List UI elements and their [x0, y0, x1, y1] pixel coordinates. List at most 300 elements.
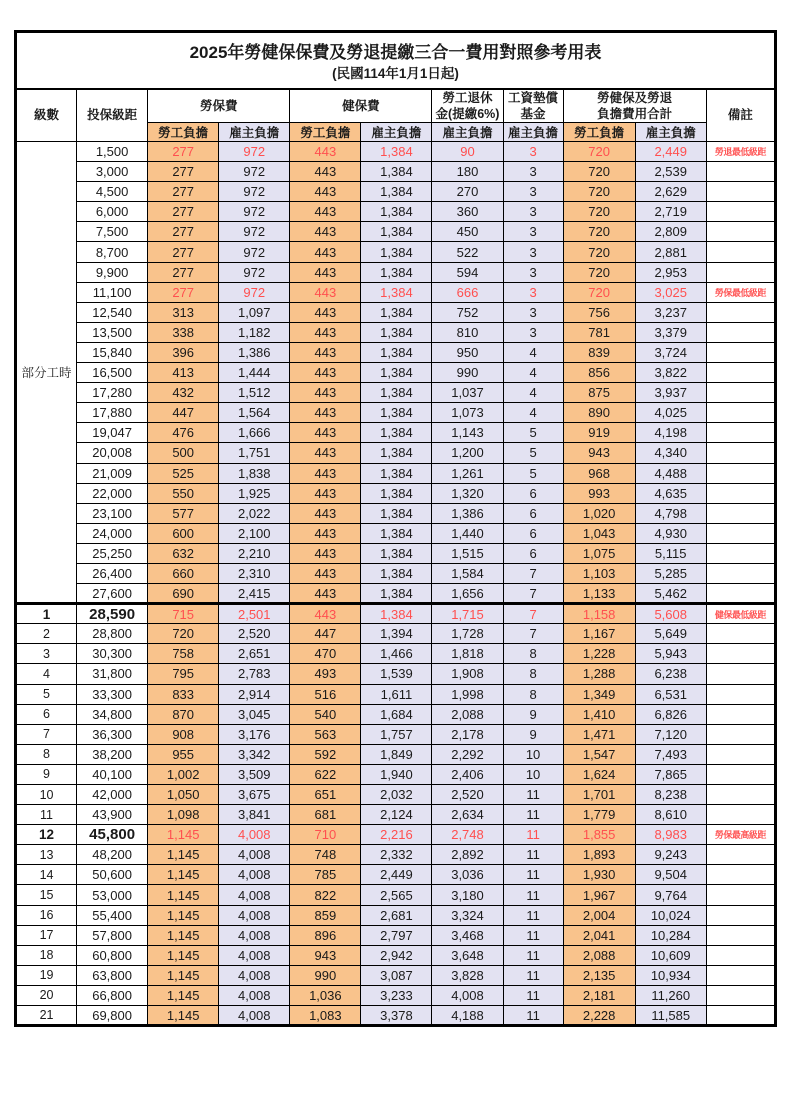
- value-cell: 2,449: [635, 142, 706, 162]
- value-cell: 4,008: [219, 965, 290, 985]
- value-cell: 1,145: [148, 885, 219, 905]
- value-cell: 1,838: [219, 463, 290, 483]
- value-cell: 6: [503, 503, 563, 523]
- value-cell: 2,953: [635, 262, 706, 282]
- value-cell: 413: [148, 363, 219, 383]
- value-cell: 4: [503, 383, 563, 403]
- value-cell: 756: [563, 302, 635, 322]
- value-cell: 715: [148, 604, 219, 624]
- value-cell: 1,384: [361, 403, 432, 423]
- value-cell: 493: [290, 664, 361, 684]
- col-header-total-line1: 勞健保及勞退: [597, 90, 673, 105]
- bracket-cell: 11,100: [77, 282, 148, 302]
- value-cell: 2,942: [361, 945, 432, 965]
- value-cell: 1,444: [219, 363, 290, 383]
- value-cell: 972: [219, 162, 290, 182]
- value-cell: 2,809: [635, 222, 706, 242]
- note-cell: [706, 845, 775, 865]
- col-header-health-insurance: 健保費: [290, 89, 432, 123]
- table-row: [16, 925, 776, 945]
- value-cell: 3,025: [635, 282, 706, 302]
- note-cell: [706, 925, 775, 945]
- value-cell: 277: [148, 182, 219, 202]
- level-cell: 12: [16, 825, 77, 845]
- level-cell: 1: [16, 604, 77, 624]
- value-cell: 681: [290, 805, 361, 825]
- table-row: [16, 443, 776, 463]
- value-cell: 968: [563, 463, 635, 483]
- table-row: [16, 945, 776, 965]
- value-cell: 2,124: [361, 805, 432, 825]
- value-cell: 8: [503, 684, 563, 704]
- value-cell: 943: [563, 443, 635, 463]
- value-cell: 2,629: [635, 182, 706, 202]
- note-cell: [706, 423, 775, 443]
- value-cell: 577: [148, 503, 219, 523]
- bracket-cell: 1,500: [77, 142, 148, 162]
- value-cell: 1,384: [361, 322, 432, 342]
- bracket-cell: 60,800: [77, 945, 148, 965]
- value-cell: 2,748: [432, 825, 503, 845]
- value-cell: 1,564: [219, 403, 290, 423]
- table-row: [16, 342, 776, 362]
- value-cell: 1,384: [361, 523, 432, 543]
- value-cell: 1,751: [219, 443, 290, 463]
- value-cell: 90: [432, 142, 503, 162]
- value-cell: 8: [503, 664, 563, 684]
- value-cell: 450: [432, 222, 503, 242]
- value-cell: 1,037: [432, 383, 503, 403]
- value-cell: 1,145: [148, 1006, 219, 1026]
- value-cell: 1,145: [148, 965, 219, 985]
- value-cell: 4,488: [635, 463, 706, 483]
- value-cell: 2,292: [432, 744, 503, 764]
- bracket-cell: 19,047: [77, 423, 148, 443]
- value-cell: 2,228: [563, 1006, 635, 1026]
- value-cell: 950: [432, 342, 503, 362]
- premium-table: [14, 30, 777, 1027]
- table-row: [16, 302, 776, 322]
- value-cell: 2,181: [563, 985, 635, 1005]
- value-cell: 443: [290, 222, 361, 242]
- value-cell: 810: [432, 322, 503, 342]
- value-cell: 277: [148, 162, 219, 182]
- value-cell: 720: [563, 262, 635, 282]
- value-cell: 10,024: [635, 905, 706, 925]
- value-cell: 2,565: [361, 885, 432, 905]
- value-cell: 660: [148, 563, 219, 583]
- value-cell: 11: [503, 785, 563, 805]
- level-cell: 8: [16, 744, 77, 764]
- value-cell: 822: [290, 885, 361, 905]
- col-header-pension: [432, 89, 503, 123]
- value-cell: 2,881: [635, 242, 706, 262]
- note-cell: [706, 965, 775, 985]
- value-cell: 443: [290, 302, 361, 322]
- note-cell: [706, 865, 775, 885]
- table-row: [16, 1006, 776, 1026]
- value-cell: 1,103: [563, 563, 635, 583]
- level-cell: 4: [16, 664, 77, 684]
- bracket-cell: 34,800: [77, 704, 148, 724]
- value-cell: 1,384: [361, 342, 432, 362]
- value-cell: 4: [503, 363, 563, 383]
- subheader-health-employer: 雇主負擔: [361, 123, 432, 142]
- value-cell: 3,379: [635, 322, 706, 342]
- value-cell: 1,384: [361, 162, 432, 182]
- table-row: [16, 624, 776, 644]
- value-cell: 443: [290, 262, 361, 282]
- value-cell: 4: [503, 403, 563, 423]
- table-header: [16, 32, 776, 142]
- value-cell: 859: [290, 905, 361, 925]
- value-cell: 1,940: [361, 764, 432, 784]
- bracket-cell: 4,500: [77, 182, 148, 202]
- subheader-labor-employee: 勞工負擔: [148, 123, 219, 142]
- value-cell: 6: [503, 523, 563, 543]
- col-header-total-line2: 負擔費用合計: [597, 106, 673, 121]
- value-cell: 4,008: [219, 905, 290, 925]
- value-cell: 443: [290, 322, 361, 342]
- subheader-labor-employer: 雇主負擔: [219, 123, 290, 142]
- col-header-bracket: 投保級距: [77, 89, 148, 142]
- note-cell: [706, 523, 775, 543]
- table-row: [16, 423, 776, 443]
- value-cell: 748: [290, 845, 361, 865]
- value-cell: 972: [219, 142, 290, 162]
- value-cell: 720: [563, 222, 635, 242]
- value-cell: 972: [219, 282, 290, 302]
- table-row: [16, 684, 776, 704]
- value-cell: 1,384: [361, 202, 432, 222]
- value-cell: 856: [563, 363, 635, 383]
- value-cell: 443: [290, 543, 361, 563]
- value-cell: 632: [148, 543, 219, 563]
- value-cell: 5: [503, 463, 563, 483]
- value-cell: 720: [148, 624, 219, 644]
- table-row: [16, 282, 776, 302]
- level-cell: 3: [16, 644, 77, 664]
- value-cell: 1,143: [432, 423, 503, 443]
- value-cell: 752: [432, 302, 503, 322]
- table-row: [16, 463, 776, 483]
- value-cell: 3: [503, 142, 563, 162]
- value-cell: 516: [290, 684, 361, 704]
- value-cell: 11: [503, 945, 563, 965]
- value-cell: 360: [432, 202, 503, 222]
- value-cell: 1,288: [563, 664, 635, 684]
- value-cell: 1,656: [432, 584, 503, 604]
- value-cell: 6,826: [635, 704, 706, 724]
- value-cell: 1,855: [563, 825, 635, 845]
- value-cell: 550: [148, 483, 219, 503]
- value-cell: 540: [290, 704, 361, 724]
- value-cell: 6: [503, 483, 563, 503]
- value-cell: 4,008: [219, 885, 290, 905]
- value-cell: 1,384: [361, 543, 432, 563]
- value-cell: 270: [432, 182, 503, 202]
- table-row: [16, 242, 776, 262]
- value-cell: 11: [503, 845, 563, 865]
- value-cell: 1,584: [432, 563, 503, 583]
- bracket-cell: 8,700: [77, 242, 148, 262]
- bracket-cell: 55,400: [77, 905, 148, 925]
- value-cell: 1,684: [361, 704, 432, 724]
- value-cell: 1,133: [563, 584, 635, 604]
- value-cell: 5,115: [635, 543, 706, 563]
- value-cell: 500: [148, 443, 219, 463]
- value-cell: 2,178: [432, 724, 503, 744]
- value-cell: 11,260: [635, 985, 706, 1005]
- value-cell: 4,635: [635, 483, 706, 503]
- value-cell: 4,008: [219, 825, 290, 845]
- table-row: [16, 142, 776, 162]
- subheader-pension-employer: 雇主負擔: [432, 123, 503, 142]
- value-cell: 9: [503, 724, 563, 744]
- value-cell: 955: [148, 744, 219, 764]
- col-header-level: 級數: [16, 89, 77, 142]
- table-row: [16, 322, 776, 342]
- value-cell: 972: [219, 222, 290, 242]
- value-cell: 1,512: [219, 383, 290, 403]
- value-cell: 476: [148, 423, 219, 443]
- value-cell: 2,135: [563, 965, 635, 985]
- value-cell: 3,087: [361, 965, 432, 985]
- note-cell: [706, 262, 775, 282]
- value-cell: 11: [503, 965, 563, 985]
- table-row: [16, 503, 776, 523]
- value-cell: 1,515: [432, 543, 503, 563]
- value-cell: 7,865: [635, 764, 706, 784]
- value-cell: 4,008: [432, 985, 503, 1005]
- note-cell: 勞保最低級距: [706, 282, 775, 302]
- value-cell: 896: [290, 925, 361, 945]
- value-cell: 1,384: [361, 604, 432, 624]
- table-row: [16, 805, 776, 825]
- value-cell: 5,285: [635, 563, 706, 583]
- value-cell: 10,284: [635, 925, 706, 945]
- level-cell: 11: [16, 805, 77, 825]
- table-row: [16, 483, 776, 503]
- value-cell: 443: [290, 563, 361, 583]
- value-cell: 2,022: [219, 503, 290, 523]
- value-cell: 1,925: [219, 483, 290, 503]
- value-cell: 3,237: [635, 302, 706, 322]
- value-cell: 651: [290, 785, 361, 805]
- value-cell: 443: [290, 182, 361, 202]
- bracket-cell: 31,800: [77, 664, 148, 684]
- value-cell: 993: [563, 483, 635, 503]
- subheader-wage-fund-employer: 雇主負擔: [503, 123, 563, 142]
- value-cell: 396: [148, 342, 219, 362]
- note-cell: [706, 162, 775, 182]
- value-cell: 277: [148, 222, 219, 242]
- value-cell: 277: [148, 242, 219, 262]
- note-cell: 勞保最高級距: [706, 825, 775, 845]
- value-cell: 1,384: [361, 423, 432, 443]
- table-row: [16, 383, 776, 403]
- value-cell: 839: [563, 342, 635, 362]
- note-cell: [706, 403, 775, 423]
- value-cell: 1,384: [361, 363, 432, 383]
- value-cell: 1,349: [563, 684, 635, 704]
- bracket-cell: 48,200: [77, 845, 148, 865]
- value-cell: 2,415: [219, 584, 290, 604]
- value-cell: 2,719: [635, 202, 706, 222]
- value-cell: 180: [432, 162, 503, 182]
- value-cell: 443: [290, 162, 361, 182]
- table-row: [16, 363, 776, 383]
- value-cell: 2,216: [361, 825, 432, 845]
- value-cell: 2,501: [219, 604, 290, 624]
- value-cell: 1,818: [432, 644, 503, 664]
- value-cell: 4,008: [219, 925, 290, 945]
- value-cell: 4,188: [432, 1006, 503, 1026]
- table-row: [16, 965, 776, 985]
- value-cell: 2,520: [219, 624, 290, 644]
- value-cell: 785: [290, 865, 361, 885]
- col-header-wage-fund-line1: 工資墊償: [508, 90, 559, 105]
- level-cell: 16: [16, 905, 77, 925]
- value-cell: 3,509: [219, 764, 290, 784]
- value-cell: 2,032: [361, 785, 432, 805]
- value-cell: 11: [503, 885, 563, 905]
- value-cell: 1,386: [219, 342, 290, 362]
- value-cell: 1,145: [148, 825, 219, 845]
- value-cell: 600: [148, 523, 219, 543]
- value-cell: 720: [563, 142, 635, 162]
- note-cell: [706, 463, 775, 483]
- bracket-cell: 53,000: [77, 885, 148, 905]
- value-cell: 1,466: [361, 644, 432, 664]
- value-cell: 2,914: [219, 684, 290, 704]
- value-cell: 11: [503, 865, 563, 885]
- value-cell: 3,937: [635, 383, 706, 403]
- value-cell: 908: [148, 724, 219, 744]
- value-cell: 5,608: [635, 604, 706, 624]
- value-cell: 2,004: [563, 905, 635, 925]
- value-cell: 5: [503, 423, 563, 443]
- note-cell: [706, 664, 775, 684]
- value-cell: 720: [563, 282, 635, 302]
- table-row: [16, 744, 776, 764]
- value-cell: 1,145: [148, 925, 219, 945]
- level-cell: 10: [16, 785, 77, 805]
- note-cell: 健保最低級距: [706, 604, 775, 624]
- subheader-total-employee: 勞工負擔: [563, 123, 635, 142]
- value-cell: 2,783: [219, 664, 290, 684]
- table-row: [16, 202, 776, 222]
- bracket-cell: 6,000: [77, 202, 148, 222]
- part-time-group-cell: 部分工時: [16, 142, 77, 604]
- value-cell: 1,384: [361, 584, 432, 604]
- value-cell: 10: [503, 764, 563, 784]
- level-cell: 6: [16, 704, 77, 724]
- note-cell: [706, 805, 775, 825]
- value-cell: 1,757: [361, 724, 432, 744]
- value-cell: 443: [290, 363, 361, 383]
- bracket-cell: 15,840: [77, 342, 148, 362]
- col-header-pension-line1: 勞工退休: [442, 90, 493, 105]
- bracket-cell: 21,009: [77, 463, 148, 483]
- value-cell: 1,386: [432, 503, 503, 523]
- value-cell: 277: [148, 282, 219, 302]
- value-cell: 4,008: [219, 1006, 290, 1026]
- value-cell: 1,320: [432, 483, 503, 503]
- level-cell: 14: [16, 865, 77, 885]
- value-cell: 11: [503, 1006, 563, 1026]
- value-cell: 443: [290, 584, 361, 604]
- value-cell: 3: [503, 222, 563, 242]
- table-body: [16, 142, 776, 1026]
- table-row: [16, 885, 776, 905]
- value-cell: 11,585: [635, 1006, 706, 1026]
- value-cell: 3,724: [635, 342, 706, 362]
- level-cell: 15: [16, 885, 77, 905]
- value-cell: 6: [503, 543, 563, 563]
- value-cell: 710: [290, 825, 361, 845]
- value-cell: 1,167: [563, 624, 635, 644]
- note-cell: [706, 543, 775, 563]
- level-cell: 20: [16, 985, 77, 1005]
- table-row: [16, 543, 776, 563]
- note-cell: [706, 563, 775, 583]
- note-cell: [706, 342, 775, 362]
- value-cell: 1,145: [148, 845, 219, 865]
- bracket-cell: 9,900: [77, 262, 148, 282]
- value-cell: 1,384: [361, 463, 432, 483]
- col-header-total: [563, 89, 706, 123]
- value-cell: 1,611: [361, 684, 432, 704]
- value-cell: 720: [563, 182, 635, 202]
- value-cell: 1,145: [148, 945, 219, 965]
- value-cell: 443: [290, 483, 361, 503]
- value-cell: 2,797: [361, 925, 432, 945]
- value-cell: 2,681: [361, 905, 432, 925]
- value-cell: 1,228: [563, 644, 635, 664]
- value-cell: 2,210: [219, 543, 290, 563]
- value-cell: 443: [290, 423, 361, 443]
- value-cell: 8: [503, 644, 563, 664]
- value-cell: 5,649: [635, 624, 706, 644]
- value-cell: 1,410: [563, 704, 635, 724]
- value-cell: 1,930: [563, 865, 635, 885]
- note-cell: [706, 905, 775, 925]
- value-cell: 443: [290, 604, 361, 624]
- value-cell: 875: [563, 383, 635, 403]
- value-cell: 3,233: [361, 985, 432, 1005]
- bracket-cell: 17,880: [77, 403, 148, 423]
- value-cell: 7,120: [635, 724, 706, 744]
- bracket-cell: 38,200: [77, 744, 148, 764]
- value-cell: 990: [290, 965, 361, 985]
- note-cell: [706, 222, 775, 242]
- value-cell: 758: [148, 644, 219, 664]
- value-cell: 443: [290, 142, 361, 162]
- value-cell: 1,083: [290, 1006, 361, 1026]
- value-cell: 1,471: [563, 724, 635, 744]
- col-header-wage-fund: [503, 89, 563, 123]
- value-cell: 2,539: [635, 162, 706, 182]
- value-cell: 3,378: [361, 1006, 432, 1026]
- value-cell: 443: [290, 503, 361, 523]
- bracket-cell: 50,600: [77, 865, 148, 885]
- value-cell: 11: [503, 805, 563, 825]
- col-header-pension-line2: 金(提繳6%): [435, 106, 500, 121]
- value-cell: 2,100: [219, 523, 290, 543]
- value-cell: 470: [290, 644, 361, 664]
- value-cell: 1,701: [563, 785, 635, 805]
